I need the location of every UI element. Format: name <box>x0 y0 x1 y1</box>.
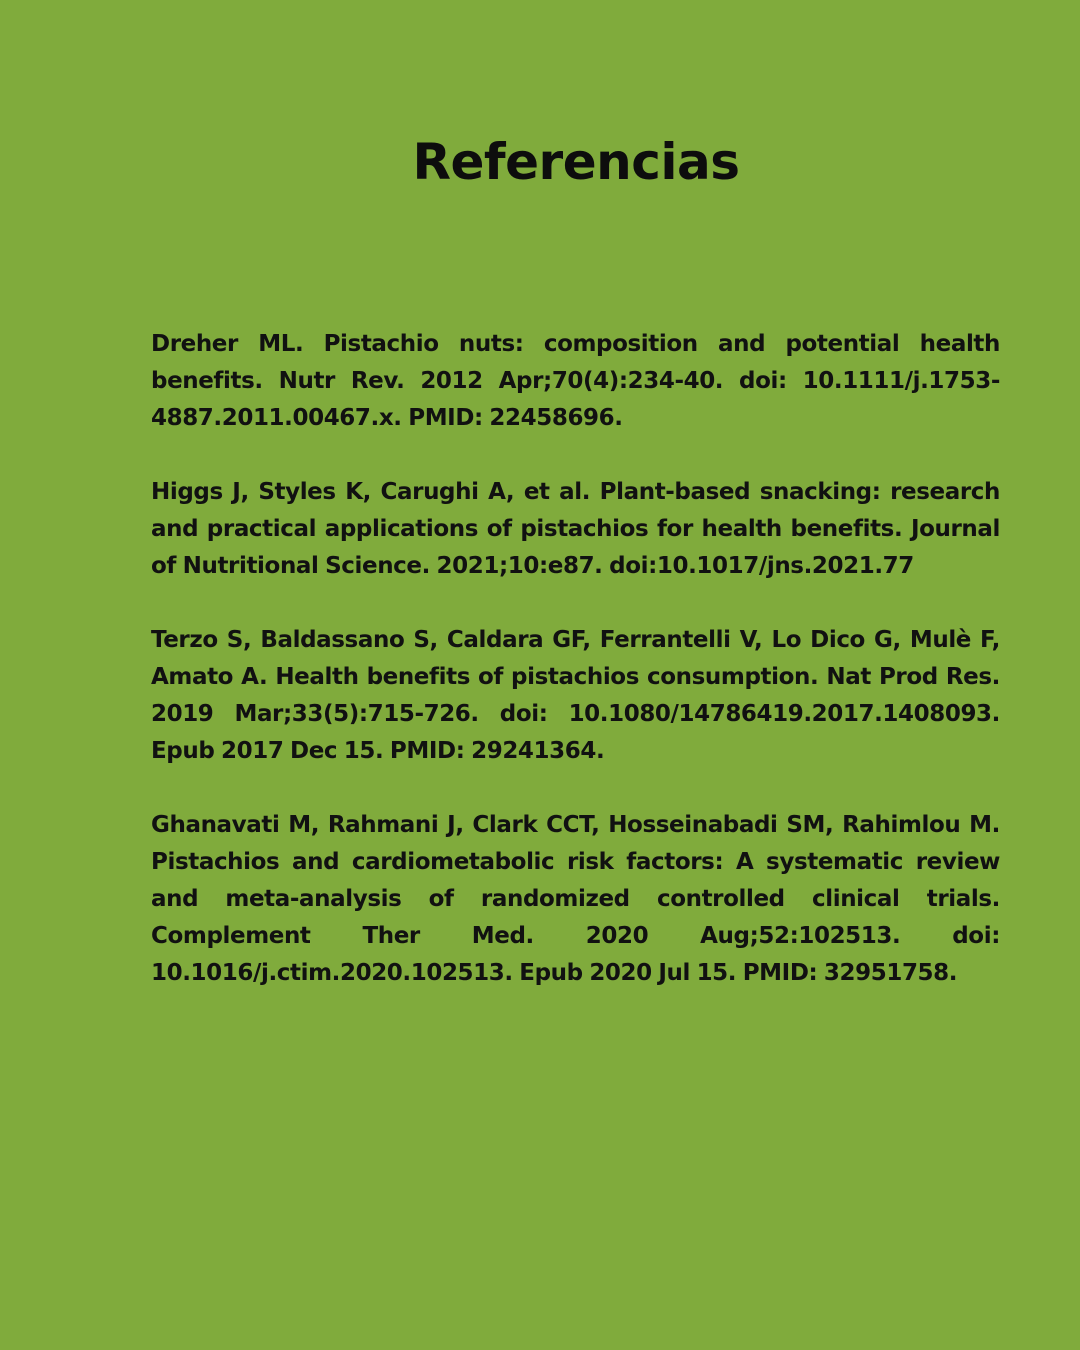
page-title: Referencias <box>412 133 740 191</box>
reference-item: Terzo S, Baldassano S, Caldara GF, Ferrantelli V, Lo Dico G, Mulè F, Amato A. Health benefits of pistachios consumption. Nat Prod Res. 2019 Mar;33(5):715-726. doi: 10.1080/14786419.2017.1408093. Epub 2017 Dec 15. PMID: 29241364. <box>151 627 1000 764</box>
reference-item: Ghanavati M, Rahmani J, Clark CCT, Hosseinabadi SM, Rahimlou M. Pistachios and cardiometabolic risk factors: A systematic review and meta-analysis of randomized controlled clinical trials. Complement Ther Med. 2020 Aug;52:102513. doi: 10.1016/j.ctim.2020.102513. Epub 2020 Jul 15. PMID: 32951758. <box>151 812 1000 986</box>
reference-list <box>151 326 1000 1029</box>
reference-item: Higgs J, Styles K, Carughi A, et al. Plant-based snacking: research and practical applications of pistachios for health benefits. Journal of Nutritional Science. 2021;10:e87. doi:10.1017/jns.2021.77 <box>151 479 1000 579</box>
reference-item: Dreher ML. Pistachio nuts: composition and potential health benefits. Nutr Rev. 2012 Apr;70(4):234-40. doi: 10.1111/j.1753-4887.2011.00467.x. PMID: 22458696. <box>151 331 1000 431</box>
